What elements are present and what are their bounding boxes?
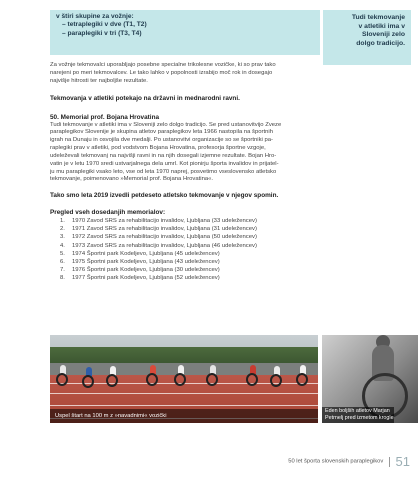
race-start-photo <box>50 335 318 423</box>
photo-caption: Uspel štart na 100 m z »navadnimi« vozički <box>50 409 318 423</box>
paragraph-line: Tudi tekmovanje v atletiki ima v Sloveniji zelo dolgo tradicijo. Še pred ustanovitvijo Zveze <box>50 121 282 128</box>
paragraph-line: raplegiki prav v atletiki, pod vodstvom Bojana Hrovatina, profesorja športne vzgoje, <box>50 145 266 152</box>
intro-box <box>50 10 320 55</box>
page-number: 51 <box>395 454 410 469</box>
wheelchair <box>56 373 68 386</box>
wheelchair <box>174 373 186 386</box>
heading-competitions: Tekmovanja v atletiki potekajo na državni in mednarodni ravni. <box>50 94 240 102</box>
paragraph-line: tekmovanje, poimenovano »Memorial prof. Bojana Hrovatina«. <box>50 176 214 183</box>
intro-line: – tetraplegiki v dve (T1, T2) <box>62 21 147 29</box>
paragraph-line: paraplegikov Slovenije je skupina atletov paraplegikov leta 1966 nastopila na športnih <box>50 129 274 136</box>
list-item: 6. 1975 Športni park Kodeljevo, Ljubljana (43 udeležencev) <box>60 258 220 265</box>
list-item: 4. 1973 Zavod SRS za rehabilitacijo invalidov, Ljubljana (46 udeležencev) <box>60 242 257 249</box>
paragraph-vehicles <box>50 62 318 86</box>
list-item: 8. 1977 Športni park Kodeljevo, Ljubljana (52 udeležencev) <box>60 274 220 281</box>
page-footer <box>288 454 410 468</box>
wheelchair <box>106 374 118 387</box>
footer-divider <box>389 457 390 467</box>
wheelchair <box>296 373 308 386</box>
track-lane <box>50 405 318 406</box>
track-lane <box>50 393 318 394</box>
heading-memorial-list: Pregled vseh dosedanjih memorialov: <box>50 209 166 217</box>
paragraph-line: vatin je v letu 1970 sredi ustvarjalnega dela umrl. Kot pionirju športa invalidov in prijatel- <box>50 160 279 167</box>
paragraph-line: ju mu paraplegiki vsako leto, vse od leta 1970 naprej, posvetimo vseslovensko atletsko <box>50 168 277 175</box>
list-item: 2. 1971 Zavod SRS za rehabilitacijo invalidov, Ljubljana (31 udeležencev) <box>60 226 257 233</box>
side-quote-box <box>323 10 411 65</box>
wheelchair <box>82 375 94 388</box>
side-quote-line: Tudi tekmovanje <box>351 14 405 21</box>
side-quote-line: v atletiki ima v <box>358 22 405 30</box>
intro-line: v štiri skupine za vožnje: <box>56 13 134 20</box>
side-quote-line: Sloveniji zelo <box>361 31 405 39</box>
main-text-column <box>50 62 318 282</box>
list-item: 1. 1970 Zavod SRS za rehabilitacijo invalidov, Ljubljana (33 udeležencev) <box>60 218 257 225</box>
photo-caption <box>322 407 394 423</box>
list-item: 7. 1976 Športni park Kodeljevo, Ljubljana (30 udeležencev) <box>60 266 220 273</box>
intro-line: – paraplegiki v tri (T3, T4) <box>62 29 142 37</box>
paragraph-tradition <box>50 122 318 185</box>
paragraph-line: udeleževali tekmovanj na najvišji ravni in na njih dosegali izjemne rezultate. Bojan Hro- <box>50 152 277 159</box>
footer-title: 50 let športa slovenskih paraplegikov <box>288 458 384 465</box>
wheelchair <box>246 373 258 386</box>
caption-line: Petrnelj pred izmetom krogle <box>325 415 394 422</box>
heading-fiftieth: Tako smo leta 2019 izvedli petdeseto atletsko tekmovanje v njegov spomin. <box>50 192 279 200</box>
list-item: 3. 1972 Zavod SRS za rehabilitacijo invalidov, Ljubljana (50 udeležencev) <box>60 234 257 241</box>
paragraph-line: Za vožnje tekmovalci uporabljajo posebne specialne trikolesne vozičke, ki so prav tako <box>50 62 276 68</box>
paragraph-line: najvišje hitrosti ter najboljše rezultate. <box>50 77 148 84</box>
paragraph-line: narejeni po meri tekmovalcev. Le tako lahko v popolnosti izrabijo moč rok in dosegajo <box>50 69 273 76</box>
heading-memorial: 50. Memorial prof. Bojana Hrovatina <box>50 113 160 121</box>
athlete-portrait-photo <box>322 335 418 423</box>
caption-line: Eden boljših atletov Marjan <box>325 408 390 414</box>
memorial-list <box>50 217 318 282</box>
wheelchair <box>206 373 218 386</box>
list-item: 5. 1974 Športni park Kodeljevo, Ljubljana (45 udeležencev) <box>60 250 220 257</box>
wheelchair <box>270 374 282 387</box>
wheelchair <box>146 373 158 386</box>
side-quote-line: dolgo tradicijo. <box>356 39 405 47</box>
paragraph-line: igrah na Dunaju in osvojila dve medalji. Po ustanovitvi organizacije so se športniki pa- <box>50 137 273 144</box>
